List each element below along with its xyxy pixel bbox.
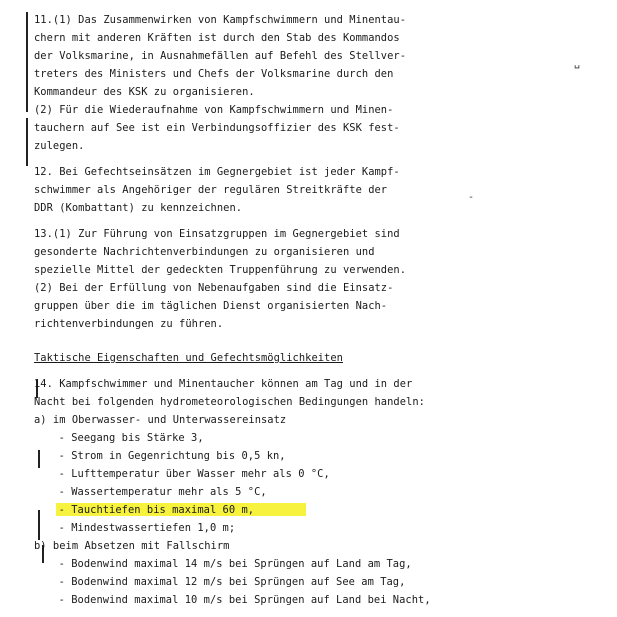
text-line: 11.(1) Das Zusammenwirken von Kampfschwimmern und Minentau- — [34, 14, 407, 26]
list-item: - Bodenwind maximal 10 m/s bei Sprüngen auf Land bei Nacht, — [46, 594, 431, 606]
list-item: - Bodenwind maximal 12 m/s bei Sprüngen auf See am Tag, — [46, 576, 406, 588]
list-item: - Mindestwassertiefen 1,0 m; — [46, 522, 236, 534]
margin-bar — [26, 12, 28, 112]
text-line: schwimmer als Angehöriger der regulären Streitkräfte der — [34, 184, 388, 196]
text-line: richtenverbindungen zu führen. — [34, 318, 224, 330]
margin-bar — [38, 450, 40, 468]
text-line: zulegen. — [34, 140, 85, 152]
text-line: Kommandeur des KSK zu organisieren. — [34, 86, 255, 98]
list-item: - Strom in Gegenrichtung bis 0,5 kn, — [46, 450, 286, 462]
text-line: 13.(1) Zur Führung von Einsatzgruppen im Gegnergebiet sind — [34, 228, 400, 240]
list-item: - Bodenwind maximal 14 m/s bei Sprüngen auf Land am Tag, — [46, 558, 412, 570]
text-line: a) im Oberwasser- und Unterwassereinsatz — [34, 414, 287, 426]
margin-mark: - — [468, 192, 475, 203]
section-heading: Taktische Eigenschaften und Gefechtsmöglichkeiten — [34, 352, 343, 364]
list-item-highlighted: - Tauchtiefen bis maximal 60 m, — [46, 504, 255, 516]
text-line: der Volksmarine, in Ausnahmefällen auf Befehl des Stellver- — [34, 50, 407, 62]
text-line: gesonderte Nachrichtenverbindungen zu organisieren und — [34, 246, 375, 258]
text-line: spezielle Mittel der gedeckten Truppenführung zu verwenden. — [34, 264, 407, 276]
margin-bar — [26, 118, 28, 166]
text-line: 12. Bei Gefechtseinsätzen im Gegnergebiet ist jeder Kampf- — [34, 166, 400, 178]
list-item: - Seegang bis Stärke 3, — [46, 432, 204, 444]
list-item: - Lufttemperatur über Wasser mehr als 0 °C, — [46, 468, 330, 480]
list-item: - Wassertemperatur mehr als 5 °C, — [46, 486, 267, 498]
text-line: Nacht bei folgenden hydrometeorologischen Bedingungen handeln: — [34, 396, 425, 408]
text-line: treters des Ministers und Chefs der Volksmarine durch den — [34, 68, 394, 80]
text-line: chern mit anderen Kräften ist durch den Stab des Kommandos — [34, 32, 400, 44]
text-line: b) beim Absetzen mit Fallschirm — [34, 540, 230, 552]
text-line: (2) Bei der Erfüllung von Nebenaufgaben sind die Einsatz- — [34, 282, 394, 294]
text-line: DDR (Kombattant) zu kennzeichnen. — [34, 202, 243, 214]
text-line: gruppen über die im täglichen Dienst organisierten Nach- — [34, 300, 388, 312]
margin-bar — [38, 510, 40, 540]
text-line: (2) Für die Wiederaufnahme von Kampfschwimmern und Minen- — [34, 104, 394, 116]
text-line: tauchern auf See ist ein Verbindungsoffizier des KSK fest- — [34, 122, 400, 134]
margin-mark: ␣ — [574, 58, 581, 69]
text-line: 14. Kampfschwimmer und Minentaucher können am Tag und in der — [34, 378, 413, 390]
